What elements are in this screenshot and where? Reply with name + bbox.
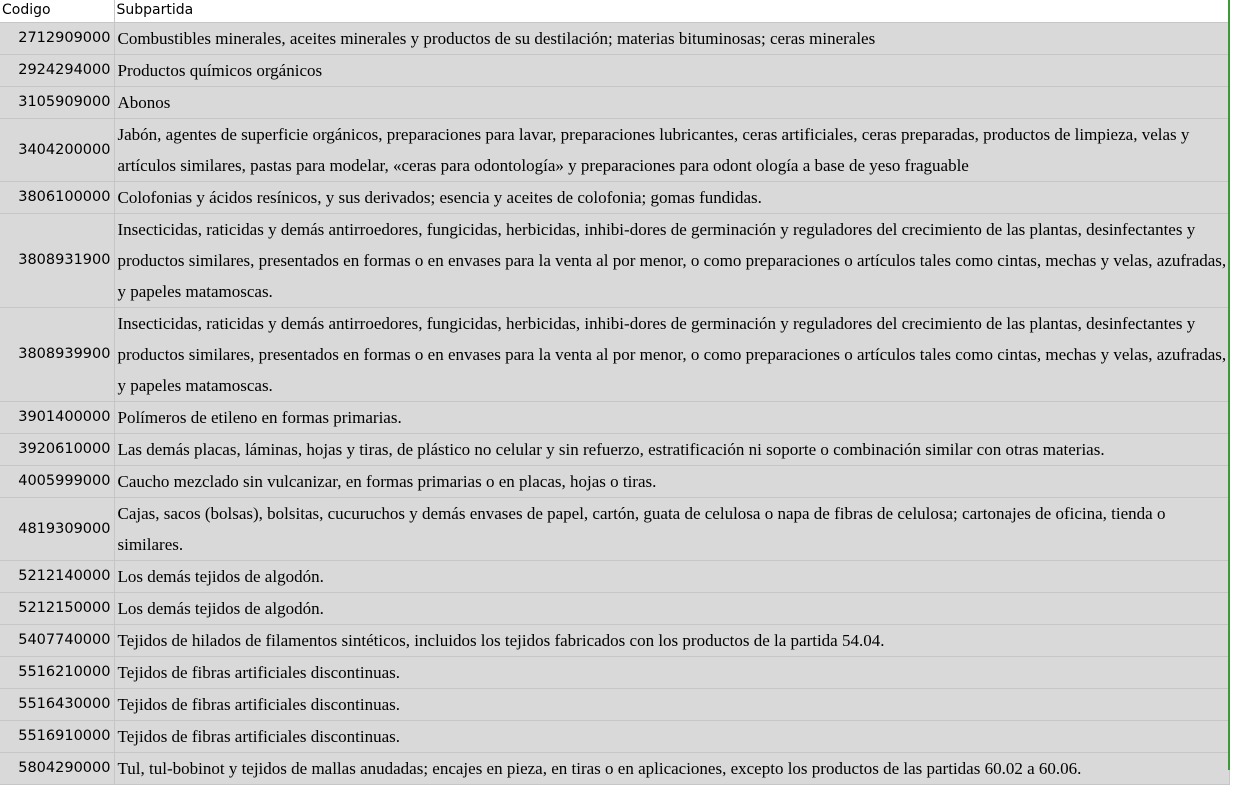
table-row bbox=[0, 307, 1229, 401]
code-cell[interactable]: 5804290000 bbox=[0, 752, 114, 784]
table-row bbox=[0, 592, 1229, 624]
subpartida-cell[interactable]: Insecticidas, raticidas y demás antirroedores, fungicidas, herbicidas, inhibi-dores de germinación y reguladores del crecimiento de las plantas, desinfectantes y productos similares, presentados en formas o en envases para la venta al por menor, o como preparaciones o artículos tales como cintas, mechas y velas, azufradas, y papeles matamoscas. bbox=[114, 307, 1229, 401]
code-cell[interactable]: 4819309000 bbox=[0, 497, 114, 560]
code-cell[interactable]: 5516430000 bbox=[0, 688, 114, 720]
subpartida-cell[interactable]: Insecticidas, raticidas y demás antirroedores, fungicidas, herbicidas, inhibi-dores de germinación y reguladores del crecimiento de las plantas, desinfectantes y productos similares, presentados en formas o en envases para la venta al por menor, o como preparaciones o artículos tales como cintas, mechas y velas, azufradas, y papeles matamoscas. bbox=[114, 213, 1229, 307]
subpartida-cell[interactable]: Tejidos de hilados de filamentos sintéticos, incluidos los tejidos fabricados con los productos de la partida 54.04. bbox=[114, 624, 1229, 656]
code-cell[interactable]: 5212140000 bbox=[0, 560, 114, 592]
code-cell[interactable]: 2712909000 bbox=[0, 22, 114, 54]
header-cell-codigo[interactable]: Codigo bbox=[0, 0, 114, 22]
code-cell[interactable]: 3808939900 bbox=[0, 307, 114, 401]
subpartida-cell[interactable]: Las demás placas, láminas, hojas y tiras, de plástico no celular y sin refuerzo, estratificación ni soporte o combinación similar con otras materias. bbox=[114, 433, 1229, 465]
table-row bbox=[0, 752, 1229, 784]
code-cell[interactable]: 2924294000 bbox=[0, 54, 114, 86]
table-row bbox=[0, 656, 1229, 688]
subpartida-cell[interactable]: Productos químicos orgánicos bbox=[114, 54, 1229, 86]
table-row bbox=[0, 560, 1229, 592]
subpartida-cell[interactable]: Abonos bbox=[114, 86, 1229, 118]
code-cell[interactable]: 5516910000 bbox=[0, 720, 114, 752]
code-cell[interactable]: 3808931900 bbox=[0, 213, 114, 307]
table-row bbox=[0, 22, 1229, 54]
subpartida-cell[interactable]: Cajas, sacos (bolsas), bolsitas, cucuruchos y demás envases de papel, cartón, guata de celulosa o napa de fibras de celulosa; cartonajes de oficina, tienda o similares. bbox=[114, 497, 1229, 560]
subpartida-cell[interactable]: Combustibles minerales, aceites minerales y productos de su destilación; materias bituminosas; ceras minerales bbox=[114, 22, 1229, 54]
subpartida-cell[interactable]: Tejidos de fibras artificiales discontinuas. bbox=[114, 720, 1229, 752]
code-cell[interactable]: 3105909000 bbox=[0, 86, 114, 118]
subpartida-cell[interactable]: Tejidos de fibras artificiales discontinuas. bbox=[114, 656, 1229, 688]
code-cell[interactable]: 5516210000 bbox=[0, 656, 114, 688]
table-row bbox=[0, 213, 1229, 307]
code-cell[interactable]: 3901400000 bbox=[0, 401, 114, 433]
subpartida-cell[interactable]: Caucho mezclado sin vulcanizar, en formas primarias o en placas, hojas o tiras. bbox=[114, 465, 1229, 497]
table-row bbox=[0, 54, 1229, 86]
code-cell[interactable]: 3806100000 bbox=[0, 181, 114, 213]
table-row bbox=[0, 497, 1229, 560]
table-row bbox=[0, 624, 1229, 656]
header-row bbox=[0, 0, 1229, 22]
code-cell[interactable]: 4005999000 bbox=[0, 465, 114, 497]
table-row bbox=[0, 181, 1229, 213]
header-cell-subpartida[interactable]: Subpartida bbox=[114, 0, 1229, 22]
table-row bbox=[0, 86, 1229, 118]
code-cell[interactable]: 3920610000 bbox=[0, 433, 114, 465]
table-row bbox=[0, 688, 1229, 720]
subpartida-cell[interactable]: Tul, tul-bobinot y tejidos de mallas anudadas; encajes en pieza, en tiras o en aplicaciones, excepto los productos de las partidas 60.02 a 60.06. bbox=[114, 752, 1229, 784]
code-cell[interactable]: 5407740000 bbox=[0, 624, 114, 656]
table-row bbox=[0, 720, 1229, 752]
selection-border bbox=[1228, 0, 1230, 770]
subpartida-cell[interactable]: Los demás tejidos de algodón. bbox=[114, 560, 1229, 592]
table-row bbox=[0, 118, 1229, 181]
code-cell[interactable]: 3404200000 bbox=[0, 118, 114, 181]
subpartida-cell[interactable]: Tejidos de fibras artificiales discontinuas. bbox=[114, 688, 1229, 720]
subpartida-cell[interactable]: Jabón, agentes de superficie orgánicos, preparaciones para lavar, preparaciones lubricantes, ceras artificiales, ceras preparadas, productos de limpieza, velas y artículos similares, pastas para modelar, «ceras para odontología» y preparaciones para odont ología a base de yeso fraguable bbox=[114, 118, 1229, 181]
subpartida-cell[interactable]: Colofonias y ácidos resínicos, y sus derivados; esencia y aceites de colofonia; gomas fundidas. bbox=[114, 181, 1229, 213]
code-cell[interactable]: 5212150000 bbox=[0, 592, 114, 624]
table-row bbox=[0, 465, 1229, 497]
subpartida-cell[interactable]: Polímeros de etileno en formas primarias. bbox=[114, 401, 1229, 433]
table-row bbox=[0, 401, 1229, 433]
table-row bbox=[0, 433, 1229, 465]
subpartida-cell[interactable]: Los demás tejidos de algodón. bbox=[114, 592, 1229, 624]
